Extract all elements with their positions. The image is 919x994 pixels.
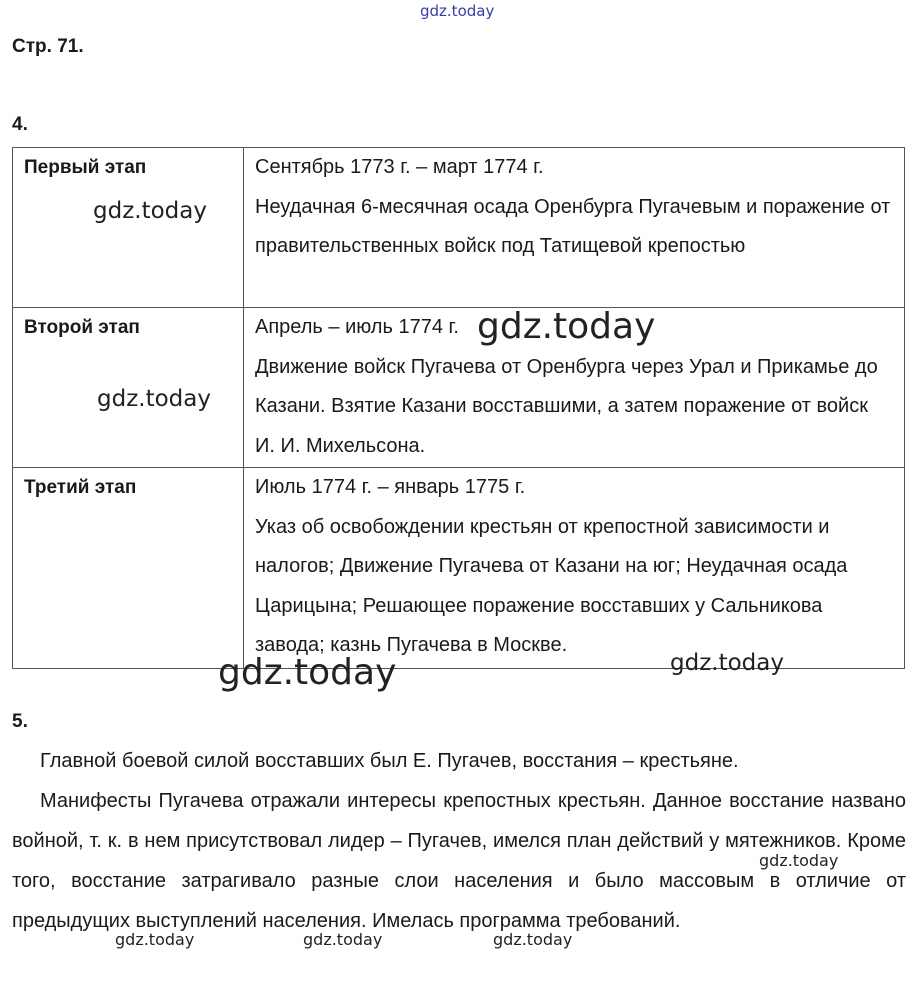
watermark: gdz.today [93,198,207,224]
task-5-number: 5. [12,711,28,732]
table-row [13,468,905,669]
stage-dates: Апрель – июль 1774 г. [255,316,459,338]
stage-events: Указ об освобождении крестьян от крепостной зависимости и налогов; Движение Пугачева от Казани на юг; Неудачная осада Царицына; Решающее поражение восставших у Сальникова завода; казнь Пугачева в Москве. [255,515,848,657]
stage-dates: Сентябрь 1773 г. – март 1774 г. [255,156,544,178]
stage-description-cell [244,468,905,669]
stage-dates: Июль 1774 г. – январь 1775 г. [255,476,526,498]
watermark-top: gdz.today [420,2,495,20]
watermark: gdz.today [218,652,397,693]
watermark: gdz.today [670,650,784,676]
page-heading: Стр. 71. [12,36,84,57]
task-5-answer [12,741,906,941]
stage-description-cell [244,148,905,308]
stage-name-cell: Третий этап [13,468,244,669]
watermark: gdz.today [759,851,839,870]
stage-events: Неудачная 6-месячная осада Оренбурга Пугачевым и поражение от правительственных войск под Татищевой крепостью [255,195,891,258]
stage-events: Движение войск Пугачева от Оренбурга через Урал и Прикамье до Казани. Взятие Казани восставшими, а затем поражение от войск И. И. Михельсона. [255,355,878,457]
watermark: gdz.today [477,306,656,347]
task-4-number: 4. [12,114,28,135]
watermark: gdz.today [97,386,211,412]
watermark: gdz.today [493,930,573,949]
stage-name-cell: Второй этап [13,308,244,468]
watermark: gdz.today [303,930,383,949]
stage-name-cell: Первый этап [13,148,244,308]
watermark: gdz.today [115,930,195,949]
table-row [13,148,905,308]
answer-paragraph: Главной боевой силой восставших был Е. Пугачев, восстания – крестьяне. [40,750,739,772]
answer-paragraph: Манифесты Пугачева отражали интересы крепостных крестьян. Данное восстание названо войной, т. к. в нем присутствовал лидер – Пугачев, имелся план действий у мятежников. Кроме того, восстание затрагивало разные слои населения и было массовым в отличие от предыдущих выступлений населения. Имелась программа требований. [12,790,906,932]
